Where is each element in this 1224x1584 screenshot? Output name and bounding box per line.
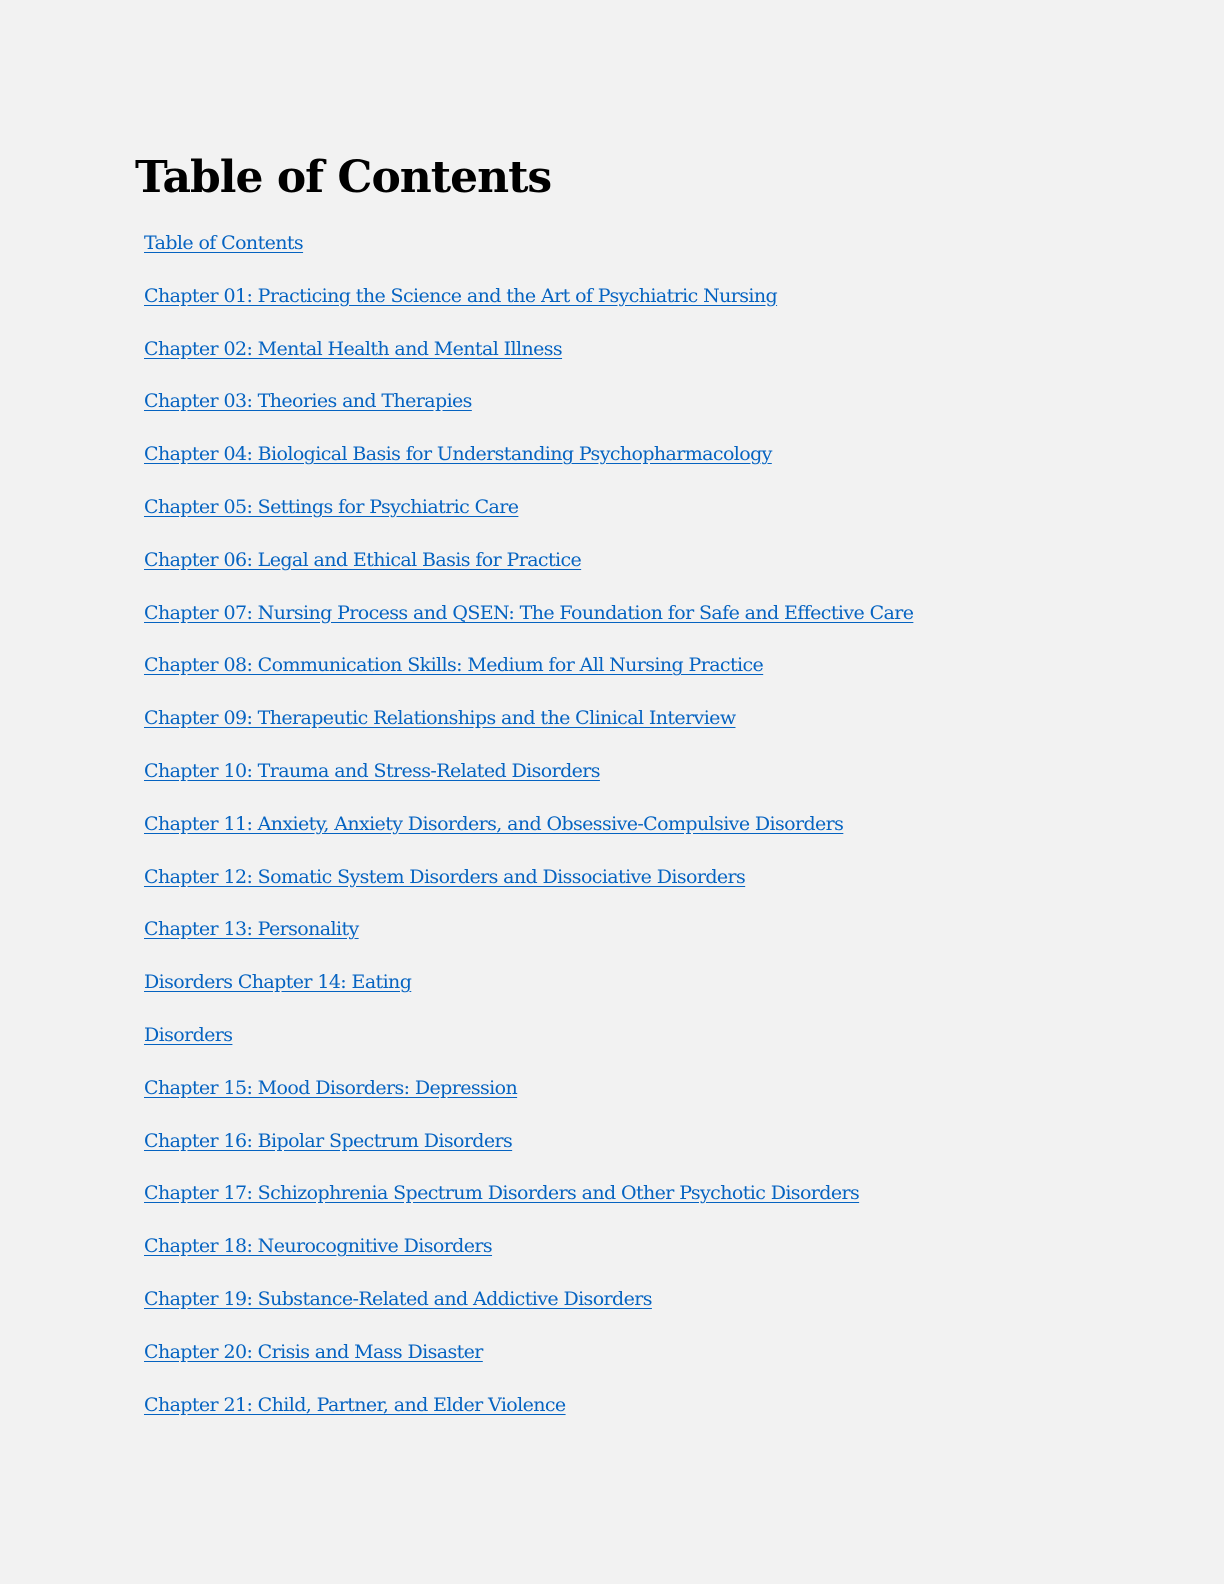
- toc-item: [144, 1126, 913, 1179]
- toc-item: [144, 334, 913, 387]
- toc-item: [144, 914, 913, 967]
- toc-link-chapter-21[interactable]: Chapter 21: Child, Partner, and Elder Violence: [144, 1393, 566, 1416]
- toc-item: [144, 1020, 913, 1073]
- toc-item: [144, 967, 913, 1020]
- toc-link-chapter-06[interactable]: Chapter 06: Legal and Ethical Basis for Practice: [144, 548, 582, 571]
- toc-link-chapter-13[interactable]: Chapter 13: Personality: [144, 918, 359, 941]
- toc-link-chapter-10[interactable]: Chapter 10: Trauma and Stress-Related Disorders: [144, 759, 600, 782]
- toc-list: [144, 228, 913, 1442]
- toc-item: [144, 809, 913, 862]
- toc-link-chapter-04[interactable]: Chapter 04: Biological Basis for Understanding Psychopharmacology: [144, 443, 772, 466]
- toc-link-chapter-02[interactable]: Chapter 02: Mental Health and Mental Illness: [144, 337, 563, 360]
- toc-item: [144, 703, 913, 756]
- toc-item: [144, 862, 913, 915]
- toc-link-chapter-18[interactable]: Chapter 18: Neurocognitive Disorders: [144, 1235, 493, 1258]
- toc-link-chapter-12[interactable]: Chapter 12: Somatic System Disorders and Dissociative Disorders: [144, 865, 746, 888]
- toc-link-chapter-05[interactable]: Chapter 05: Settings for Psychiatric Care: [144, 495, 519, 518]
- toc-item: [144, 439, 913, 492]
- toc-item: [144, 228, 913, 281]
- toc-link-chapter-15[interactable]: Chapter 15: Mood Disorders: Depression: [144, 1076, 518, 1099]
- toc-item: [144, 1337, 913, 1390]
- toc-item: [144, 386, 913, 439]
- toc-link-chapter-01[interactable]: Chapter 01: Practicing the Science and the Art of Psychiatric Nursing: [144, 284, 778, 307]
- toc-link-chapter-17[interactable]: Chapter 17: Schizophrenia Spectrum Disorders and Other Psychotic Disorders: [144, 1182, 860, 1205]
- toc-item: [144, 1231, 913, 1284]
- toc-item: [144, 1284, 913, 1337]
- toc-item: [144, 1178, 913, 1231]
- toc-item: [144, 492, 913, 545]
- toc-item: [144, 756, 913, 809]
- toc-link-chapter-09[interactable]: Chapter 09: Therapeutic Relationships and the Clinical Interview: [144, 707, 736, 730]
- toc-item: [144, 1073, 913, 1126]
- toc-link-chapter-16[interactable]: Chapter 16: Bipolar Spectrum Disorders: [144, 1129, 513, 1152]
- toc-link-chapter-03[interactable]: Chapter 03: Theories and Therapies: [144, 390, 472, 413]
- page-title: Table of Contents: [135, 152, 552, 203]
- toc-item: [144, 545, 913, 598]
- toc-link-chapter-08[interactable]: Chapter 08: Communication Skills: Medium for All Nursing Practice: [144, 654, 764, 677]
- toc-link-table-of-contents[interactable]: Table of Contents: [144, 232, 304, 254]
- toc-link-chapter-07[interactable]: Chapter 07: Nursing Process and QSEN: The Foundation for Safe and Effective Care: [144, 601, 914, 624]
- toc-link-chapter-11[interactable]: Chapter 11: Anxiety, Anxiety Disorders, and Obsessive-Compulsive Disorders: [144, 812, 844, 835]
- toc-link-chapter-14[interactable]: Disorders Chapter 14: Eating: [144, 971, 412, 994]
- toc-item: [144, 1390, 913, 1443]
- toc-link-chapter-19[interactable]: Chapter 19: Substance-Related and Addictive Disorders: [144, 1287, 652, 1310]
- toc-item: [144, 650, 913, 703]
- toc-link-chapter-20[interactable]: Chapter 20: Crisis and Mass Disaster: [144, 1340, 483, 1363]
- toc-item: [144, 598, 913, 651]
- toc-item: [144, 281, 913, 334]
- toc-link-disorders[interactable]: Disorders: [144, 1023, 233, 1046]
